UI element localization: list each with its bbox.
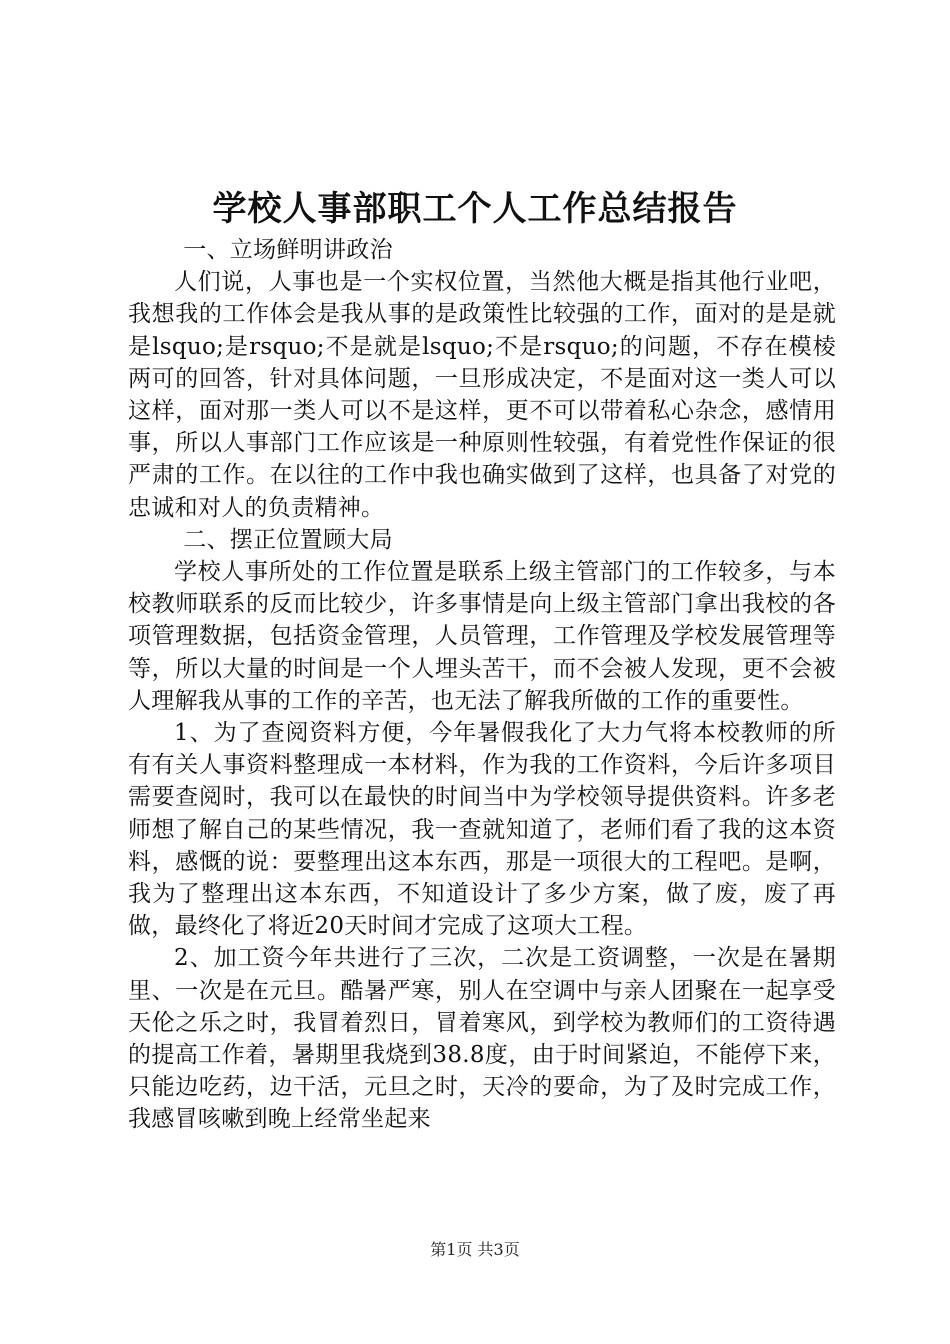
paragraph-1: 人们说，人事也是一个实权位置，当然他大概是指其他行业吧，我想我的工作体会是我从事的是政策性比较强的工作，面对的是是就是lsquo;是rsquo;不是就是lsquo;不是rsquo;的问题，不存在模棱两可的回答，针对具体问题，一旦形成决定，不是面对这一类人可以这样，面对那一类人可以不是这样，更不可以带着私心杂念，感情用事，所以人事部门工作应该是一种原则性较强，有着党性作保证的很严肃的工作。在以往的工作中我也确实做到了这样，也具备了对党的忠诚和对人的负责精神。 [128, 269, 836, 521]
section-heading-1: 一、立场鲜明讲政治 [183, 237, 393, 263]
document-body [128, 234, 836, 1136]
document-title: 学校人事部职工个人工作总结报告 [212, 189, 738, 229]
page-footer: 第1页 共3页 [430, 1240, 520, 1259]
paragraph-2: 学校人事所处的工作位置是联系上级主管部门的工作较多，与本校教师联系的反而比较少，许多事情是向上级主管部门拿出我校的各项管理数据，包括资金管理，人员管理，工作管理及学校发展管理等等，所以大量的时间是一个人埋头苦干，而不会被人发现，更不会被人理解我从事的工作的辛苦，也无法了解我所做的工作的重要性。 [128, 559, 836, 714]
section-heading-2: 二、摆正位置顾大局 [183, 526, 393, 553]
paragraph-3: 1、为了查阅资料方便，今年暑假我化了大力气将本校教师的所有有关人事资料整理成一本材料，作为我的工作资料，今后许多项目需要查阅时，我可以在最快的时间当中为学校领导提供资料。许多老师想了解自己的某些情况，我一查就知道了，老师们看了我的这本资料，感慨的说：要整理出这本东西，那是一项很大的工程吧。是啊，我为了整理出这本东西，不知道设计了多少方案，做了废，废了再做，最终化了将近20天时间才完成了这项大工程。 [128, 720, 836, 940]
paragraph-4: 2、加工资今年共进行了三次，二次是工资调整，一次是在暑期里、一次是在元旦。酷暑严寒，别人在空调中与亲人团聚在一起享受天伦之乐之时，我冒着烈日，冒着寒风，到学校为教师们的工资待遇的提高工作着，暑期里我烧到38.8度，由于时间紧迫，不能停下来，只能边吃药，边干活，元旦之时，天冷的要命，为了及时完成工作，我感冒咳嗽到晚上经常坐起来 [128, 945, 836, 1133]
